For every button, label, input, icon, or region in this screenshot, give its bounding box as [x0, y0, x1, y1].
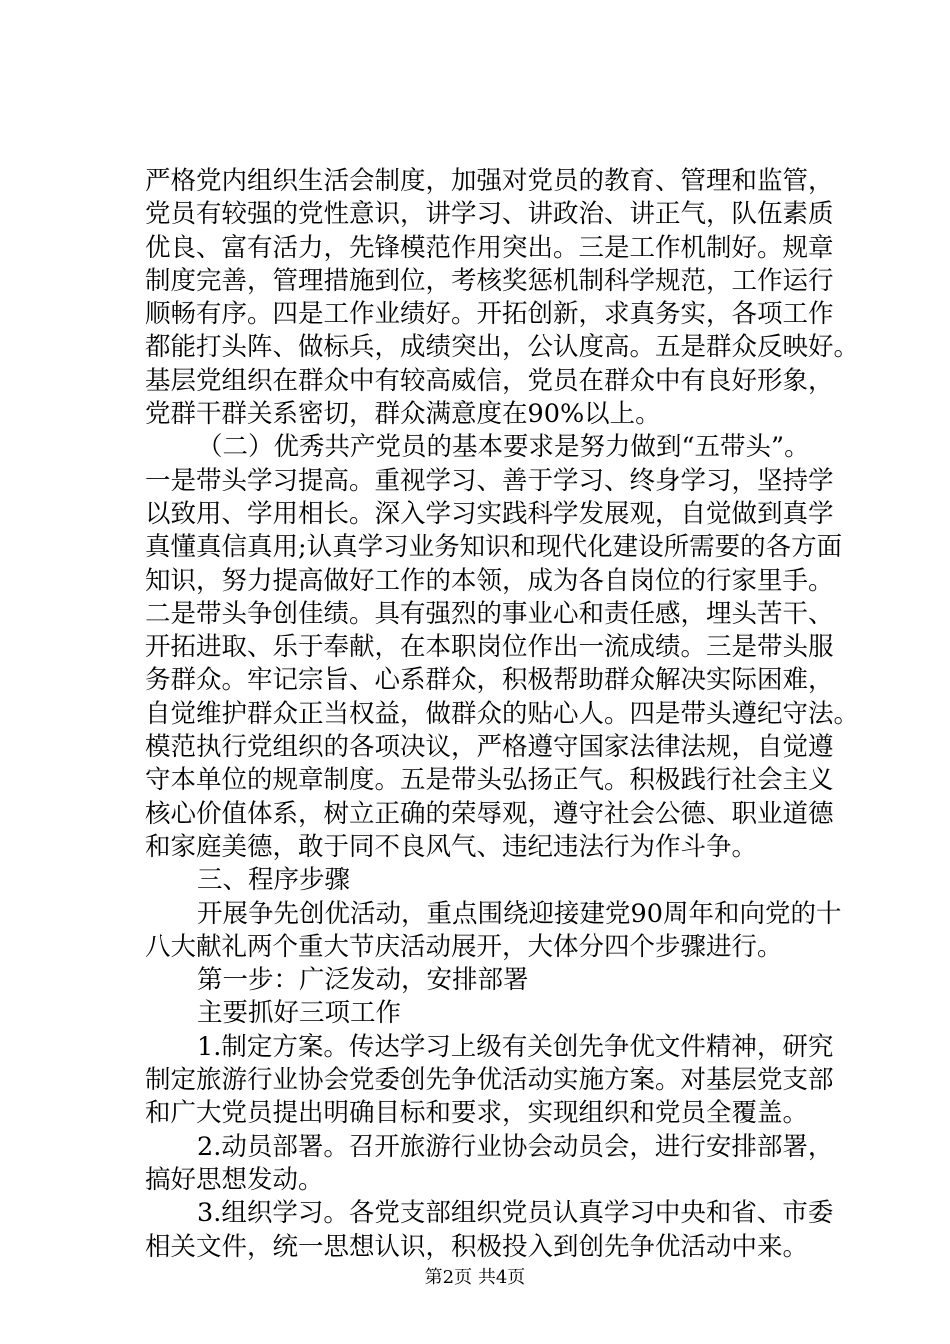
text-line: 核心价值体系，树立正确的荣辱观，遵守社会公德、职业道德	[145, 798, 834, 829]
text-line: 相关文件，统一思想认识，积极投入到创先争优活动中来。	[145, 1231, 809, 1262]
document-body	[145, 165, 865, 1264]
text-line: 真懂真信真用;认真学习业务知识和现代化建设所需要的各方面	[145, 532, 843, 563]
text-line: 2.动员部署。召开旅游行业协会动员会，进行安排部署，	[197, 1131, 834, 1162]
text-line: （二）优秀共产党员的基本要求是努力做到“五带头”。	[197, 432, 810, 463]
text-line: 制度完善，管理措施到位，考核奖惩机制科学规范，工作运行	[145, 265, 834, 296]
text-line: 严格党内组织生活会制度，加强对党员的教育、管理和监管，	[145, 166, 834, 196]
text-line: 和家庭美德，敢于同不良风气、违纪违法行为作斗争。	[145, 831, 758, 862]
text-line: 主要抓好三项工作	[197, 998, 402, 1029]
text-line: 党员有较强的党性意识，讲学习、讲政治、讲正气，队伍素质	[145, 199, 834, 230]
text-line: 3.组织学习。各党支部组织党员认真学习中央和省、市委	[197, 1198, 834, 1229]
text-line: 开拓进取、乐于奉献，在本职岗位作出一流成绩。三是带头服	[145, 632, 834, 663]
page-number-label: 第2页 共4页	[424, 1267, 526, 1288]
text-line: 模范执行党组织的各项决议，严格遵守国家法律法规，自觉遵	[145, 732, 834, 763]
text-line: 基层党组织在群众中有较高威信，党员在群众中有良好形象，	[145, 365, 834, 396]
text-line: 知识，努力提高做好工作的本领，成为各自岗位的行家里手。	[145, 565, 834, 596]
text-line: 三、程序步骤	[197, 865, 351, 896]
text-line: 顺畅有序。四是工作业绩好。开拓创新，求真务实，各项工作	[145, 299, 834, 330]
page-footer	[0, 1266, 950, 1290]
text-line: 八大献礼两个重大节庆活动展开，大体分四个步骤进行。	[145, 931, 783, 962]
text-line: 一是带头学习提高。重视学习、善于学习、终身学习，坚持学	[145, 465, 834, 496]
text-line: 守本单位的规章制度。五是带头弘扬正气。积极践行社会主义	[145, 765, 834, 796]
text-line: 开展争先创优活动，重点围绕迎接建党90周年和向党的十	[197, 898, 842, 929]
text-line: 第一步：广泛发动，安排部署	[197, 965, 529, 996]
text-line: 党群干群关系密切，群众满意度在90%以上。	[145, 399, 661, 430]
text-line: 1.制定方案。传达学习上级有关创先争优文件精神，研究	[197, 1031, 834, 1062]
text-line: 优良、富有活力，先锋模范作用突出。三是工作机制好。规章	[145, 232, 834, 263]
text-line: 以致用、学用相长。深入学习实践科学发展观，自觉做到真学	[145, 498, 834, 529]
text-line: 和广大党员提出明确目标和要求，实现组织和党员全覆盖。	[145, 1098, 809, 1129]
text-line: 自觉维护群众正当权益，做群众的贴心人。四是带头遵纪守法。	[145, 698, 860, 729]
text-line: 搞好思想发动。	[145, 1164, 324, 1195]
text-line: 二是带头争创佳绩。具有强烈的事业心和责任感，埋头苦干、	[145, 598, 834, 629]
text-line: 都能打头阵、做标兵，成绩突出，公认度高。五是群众反映好。	[145, 332, 860, 363]
text-line: 制定旅游行业协会党委创先争优活动实施方案。对基层党支部	[145, 1065, 834, 1096]
text-line: 务群众。牢记宗旨、心系群众，积极帮助群众解决实际困难，	[145, 665, 834, 696]
